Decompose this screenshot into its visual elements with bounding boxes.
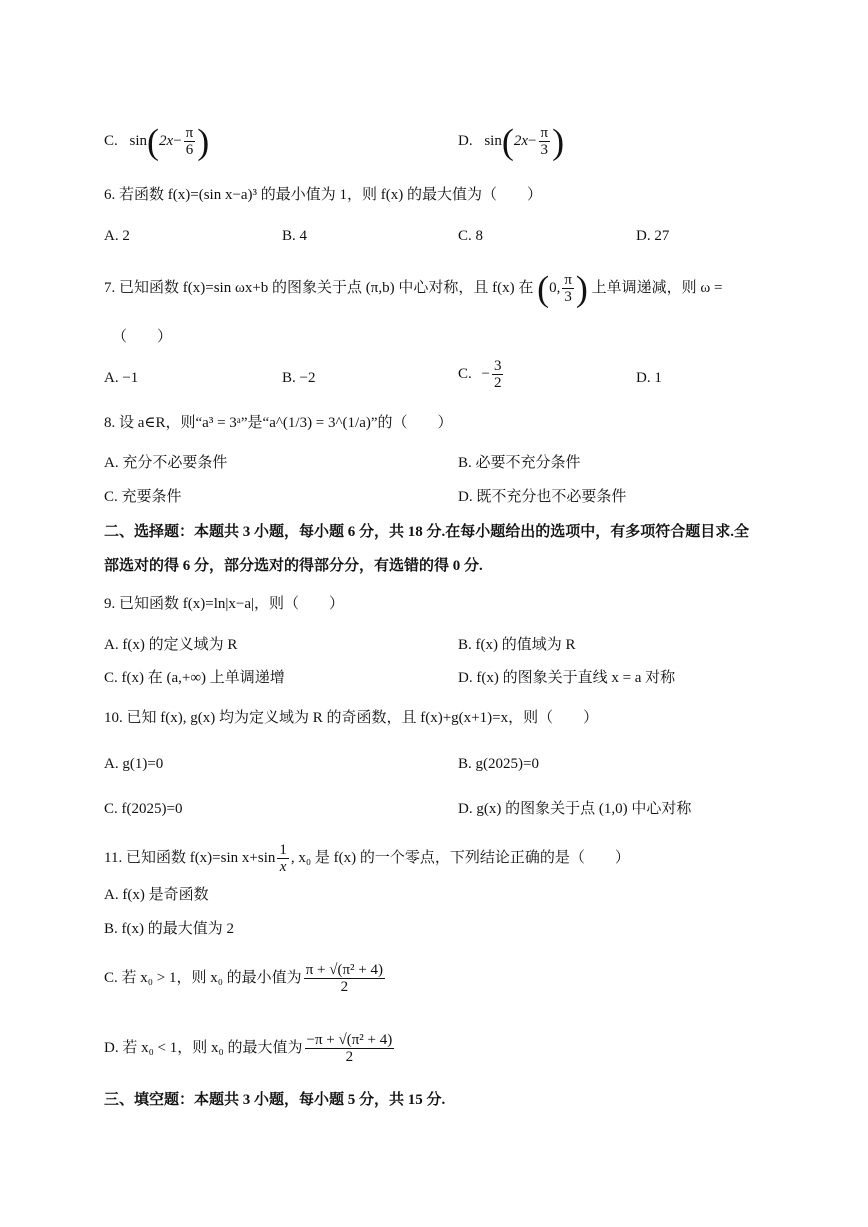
q7-stem: 7. 已知函数 f(x)=sin ωx+b 的图象关于点 (π,b) 中心对称，且 f(x) 在 (0, $\frac{\pi}{3}$ ) 上单调递减，则 ω =: [104, 268, 723, 309]
q5-option-c: C. sin(2x− $\frac{\pi}{6}$ ): [104, 121, 210, 162]
q7-option-b: B. −2: [282, 370, 316, 386]
q8-option-b: B. 必要不充分条件: [458, 455, 581, 471]
q9-option-c: C. f(x) 在 (a,+∞) 上单调递增: [104, 670, 285, 686]
q8-option-c: C. 充要条件: [104, 489, 182, 505]
q6-option-a: A. 2: [104, 228, 130, 244]
option-label: D.: [458, 132, 473, 149]
q9-option-d: D. f(x) 的图象关于直线 x = a 对称: [458, 670, 676, 686]
q7-option-d: D. 1: [636, 370, 662, 386]
section-2-heading: 二、选择题：本题共 3 小题，每小题 6 分，共 18 分.在每小题给出的选项中，有多项符合题目求.全: [104, 524, 750, 540]
q11-option-a: A. f(x) 是奇函数: [104, 887, 209, 903]
q11-option-d: D. 若 x₀ < 1，则 x₀ 的最大值为 $\frac{\text{−π + √(π² + 4)}}{2}$: [104, 1032, 393, 1065]
q7-answer-paren: （ ）: [112, 329, 173, 345]
q8-stem: 8. 设 a∈R，则“a³ = 3ᵃ”是“a^(1/3) = 3^(1/a)”的（ ）: [104, 415, 453, 431]
q10-option-d: D. g(x) 的图象关于点 (1,0) 中心对称: [458, 801, 692, 817]
q9-stem: 9. 已知函数 f(x)=ln|x−a|，则（ ）: [104, 596, 344, 612]
q7-option-a: A. −1: [104, 370, 139, 386]
option-label: C.: [104, 132, 118, 149]
section-3-heading: 三、填空题：本题共 3 小题，每小题 5 分，共 15 分.: [104, 1092, 446, 1108]
q10-option-c: C. f(2025)=0: [104, 801, 183, 817]
q11-option-c: C. 若 x₀ > 1，则 x₀ 的最小值为 $\frac{\text{π + √(π² + 4)}}{2}$: [104, 962, 383, 995]
q6-option-c: C. 8: [458, 228, 484, 244]
q7-option-c: C. − $\frac{3}{2}$: [458, 358, 502, 391]
q9-option-a: A. f(x) 的定义域为 R: [104, 637, 238, 653]
q8-option-d: D. 既不充分也不必要条件: [458, 489, 627, 505]
q11-option-b: B. f(x) 的最大值为 2: [104, 921, 234, 937]
q10-option-b: B. g(2025)=0: [458, 756, 539, 772]
q6-option-d: D. 27: [636, 228, 670, 244]
q9-option-b: B. f(x) 的值域为 R: [458, 637, 576, 653]
q6-stem: 6. 若函数 f(x)=(sin x−a)³ 的最小值为 1，则 f(x) 的最大值为（ ）: [104, 187, 543, 203]
q8-option-a: A. 充分不必要条件: [104, 455, 228, 471]
q5-option-d: D. sin(2x− $\frac{\pi}{3}$ ): [458, 121, 565, 162]
section-2-heading-cont: 部选对的得 6 分，部分选对的得部分分，有选错的得 0 分.: [104, 558, 483, 574]
q6-option-b: B. 4: [282, 228, 308, 244]
q10-option-a: A. g(1)=0: [104, 756, 164, 772]
q11-stem: 11. 已知函数 f(x)=sin x+sin $\frac{1}{x}$ , x₀ 是 f(x) 的一个零点，下列结论正确的是（ ）: [104, 842, 630, 875]
q10-stem: 10. 已知 f(x), g(x) 均为定义域为 R 的奇函数，且 f(x)+g(x+1)=x，则（ ）: [104, 710, 599, 726]
